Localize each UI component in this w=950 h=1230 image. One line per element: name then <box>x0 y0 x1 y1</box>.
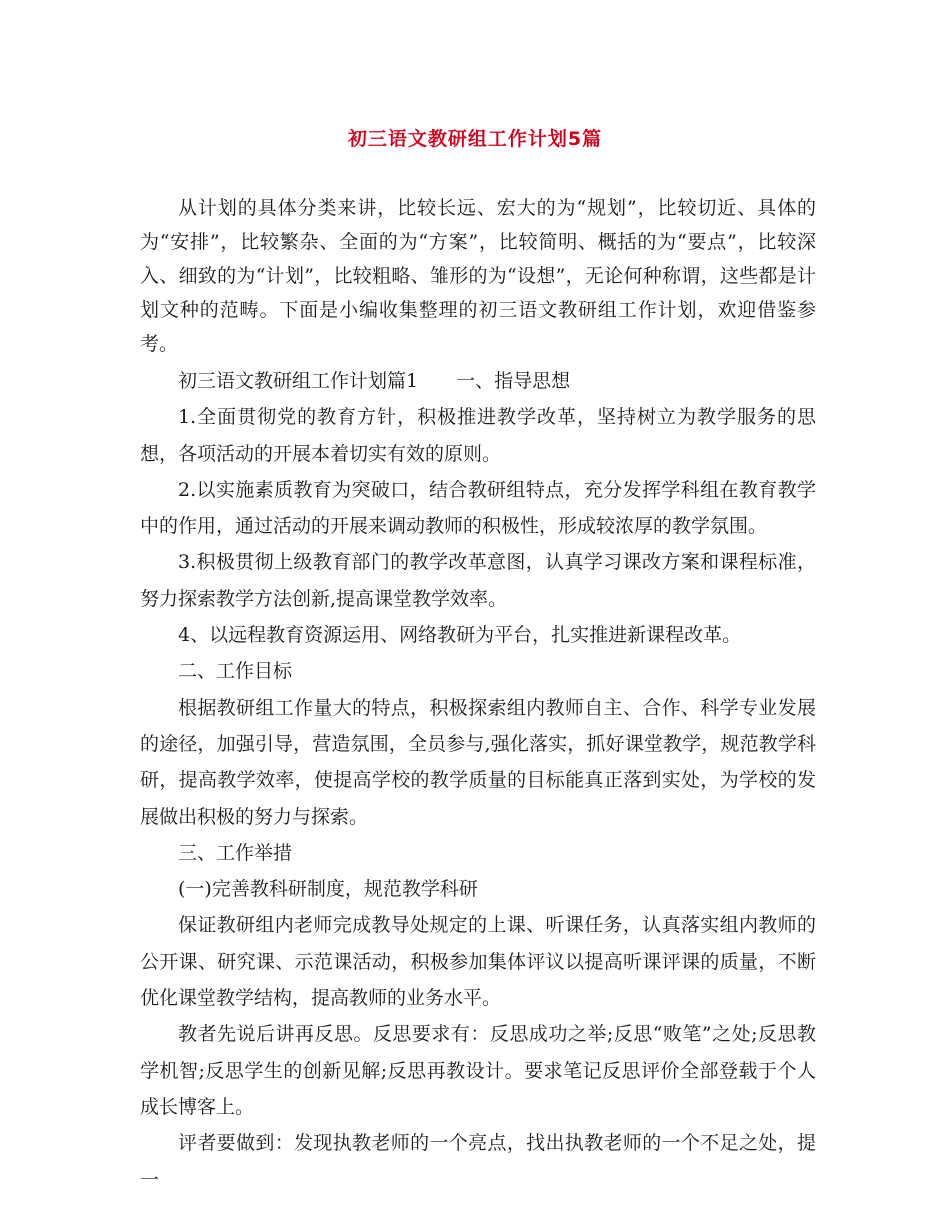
intro-paragraph: 从计划的具体分类来讲，比较长远、宏大的为“规划”，比较切近、具体的为“安排”，比较繁杂、全面的为“方案”，比较简明、概括的为“要点”，比较深入、细致的为“计划”，比较粗略、雏形的为“设想”，无论何种称谓，这些都是计划文种的范畴。下面是小编收集整理的初三语文教研组工作计划，欢迎借鉴参考。 <box>140 197 816 355</box>
document-body <box>140 191 816 1198</box>
guideline-item-2: 2.以实施素质教育为突破口，结合教研组特点，充分发挥学科组在教育教学中的作用，通过活动的开展来调动教师的积极性，形成较浓厚的教学氛围。 <box>140 478 816 538</box>
section-heading-guiding-thought: 初三语文教研组工作计划篇1 一、指导思想 <box>178 370 571 392</box>
subsection-heading-research-system: (一)完善教科研制度，规范教学科研 <box>178 878 478 901</box>
section-heading-work-measures: 三、工作举措 <box>178 841 293 864</box>
work-goals-paragraph: 根据教研组工作量大的特点，积极探索组内教师自主、合作、科学专业发展的途径，加强引导，营造氛围，全员参与,强化落实，抓好课堂教学，规范教学科研，提高教学效率，使提高学校的教学质量的目标能真正落到实处，为学校的发展做出积极的努力与探索。 <box>140 696 816 828</box>
guideline-item-3: 3.积极贯彻上级教育部门的教学改革意图，认真学习课改方案和课程标准，努力探索教学方法创新,提高课堂教学效率。 <box>140 551 816 610</box>
guideline-item-4: 4、以远程教育资源运用、网络教研为平台，扎实推进新课程改革。 <box>178 624 742 647</box>
document-title: 初三语文教研组工作计划5篇 <box>347 128 603 150</box>
evaluator-paragraph: 评者要做到：发现执教老师的一个亮点，找出执教老师的一个不足之处，提一 <box>140 1132 816 1191</box>
section-heading-work-goals: 二、工作目标 <box>178 660 293 683</box>
research-system-paragraph: 保证教研组内老师完成教导处规定的上课、听课任务，认真落实组内教师的公开课、研究课、示范课活动，积极参加集体评议以提高听课评课的质量，不断优化课堂教学结构，提高教师的业务水平。 <box>140 914 816 1010</box>
reflection-paragraph: 教者先说后讲再反思。反思要求有：反思成功之举;反思“败笔”之处;反思教学机智;反思学生的创新见解;反思再教设计。要求笔记反思评价全部登载于个人成长博客上。 <box>140 1023 816 1118</box>
guideline-item-1: 1.全面贯彻党的教育方针，积极推进教学改革，坚持树立为教学服务的思想，各项活动的开展本着切实有效的原则。 <box>140 406 816 465</box>
